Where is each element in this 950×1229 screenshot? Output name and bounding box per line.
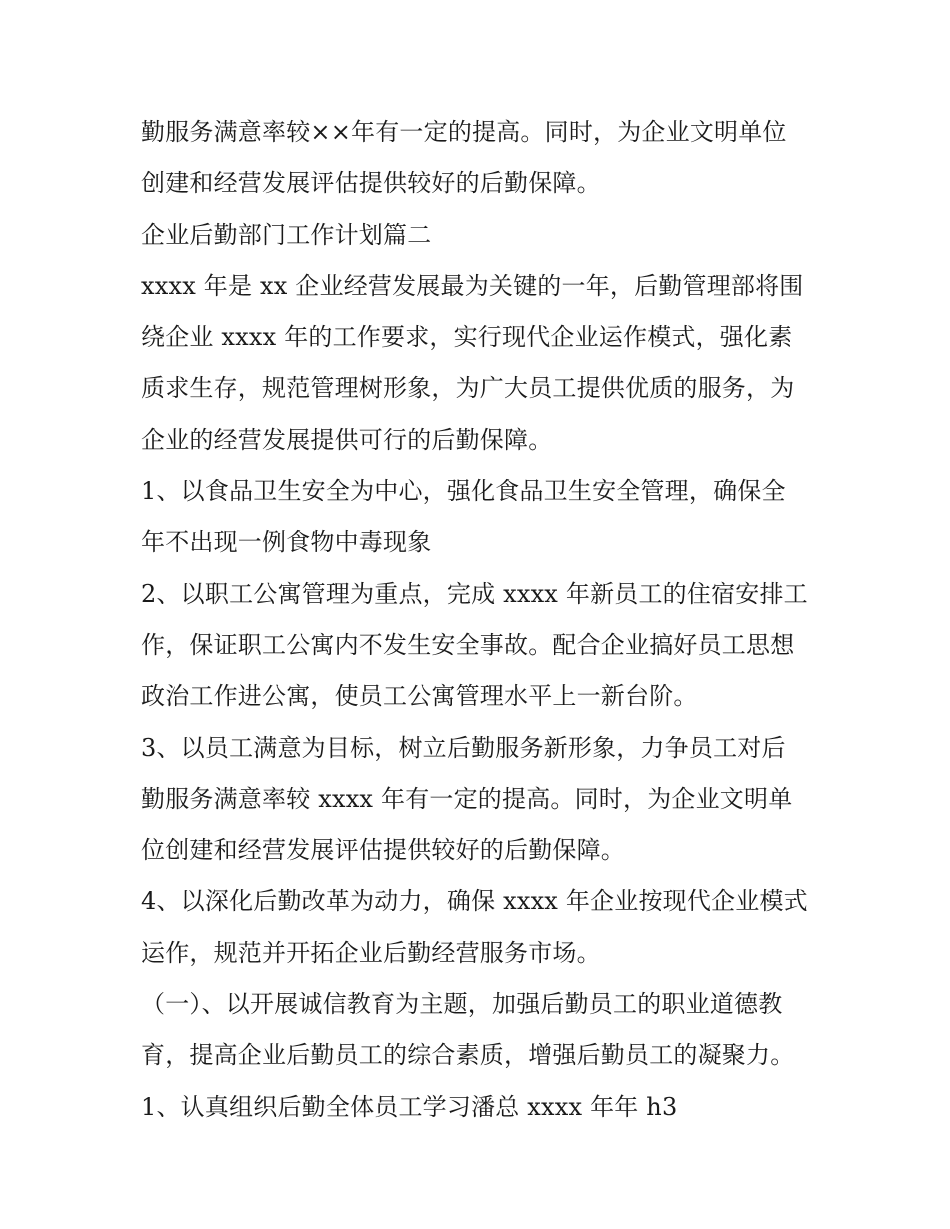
text-line: 年不出现一例食物中毒现象 xyxy=(141,528,432,557)
section-heading: 企业后勤部门工作计划篇二 xyxy=(141,220,432,249)
text-line: 企业的经营发展提供可行的后勤保障。 xyxy=(141,425,553,454)
text-line: 勤服务满意率较 xxxx 年有一定的提高。同时，为企业文明单 xyxy=(141,784,793,813)
text-line: xxxx 年是 xx 企业经营发展最为关键的一年，后勤管理部将围 xyxy=(141,271,804,300)
text-line: 育，提高企业后勤员工的综合素质，增强后勤员工的凝聚力。 xyxy=(141,1041,795,1070)
text-line: 位创建和经营发展评估提供较好的后勤保障。 xyxy=(141,836,625,865)
text-line: 政治工作进公寓，使员工公寓管理水平上一新台阶。 xyxy=(141,682,698,711)
document-body xyxy=(141,107,821,1133)
text-line: 作，保证职工公寓内不发生安全事故。配合企业搞好员工思想 xyxy=(141,630,795,659)
text-line: 创建和经营发展评估提供较好的后勤保障。 xyxy=(141,169,601,198)
text-line: 绕企业 xxxx 年的工作要求，实行现代企业运作模式，强化素 xyxy=(141,323,793,352)
list-item-2: 2、以职工公寓管理为重点，完成 xxxx 年新员工的住宿安排工 xyxy=(141,579,808,608)
list-item-3: 3、以员工满意为目标，树立后勤服务新形象，力争员工对后 xyxy=(141,733,786,762)
text-line: 运作，规范并开拓企业后勤经营服务市场。 xyxy=(141,938,601,967)
text-line: 质求生存，规范管理树形象，为广大员工提供优质的服务，为 xyxy=(141,374,795,403)
list-item-1: 1、以食品卫生安全为中心，强化食品卫生安全管理，确保全 xyxy=(141,477,786,506)
subsection-item: （一）、以开展诚信教育为主题，加强后勤员工的职业道德教 xyxy=(141,990,783,1019)
list-item-1b: 1、认真组织后勤全体员工学习潘总 xxxx 年年 h3 xyxy=(141,1092,678,1121)
list-item-4: 4、以深化后勤改革为动力，确保 xxxx 年企业按现代企业模式 xyxy=(141,887,808,916)
text-line: 勤服务满意率较××年有一定的提高。同时，为企业文明单位 xyxy=(141,118,787,146)
